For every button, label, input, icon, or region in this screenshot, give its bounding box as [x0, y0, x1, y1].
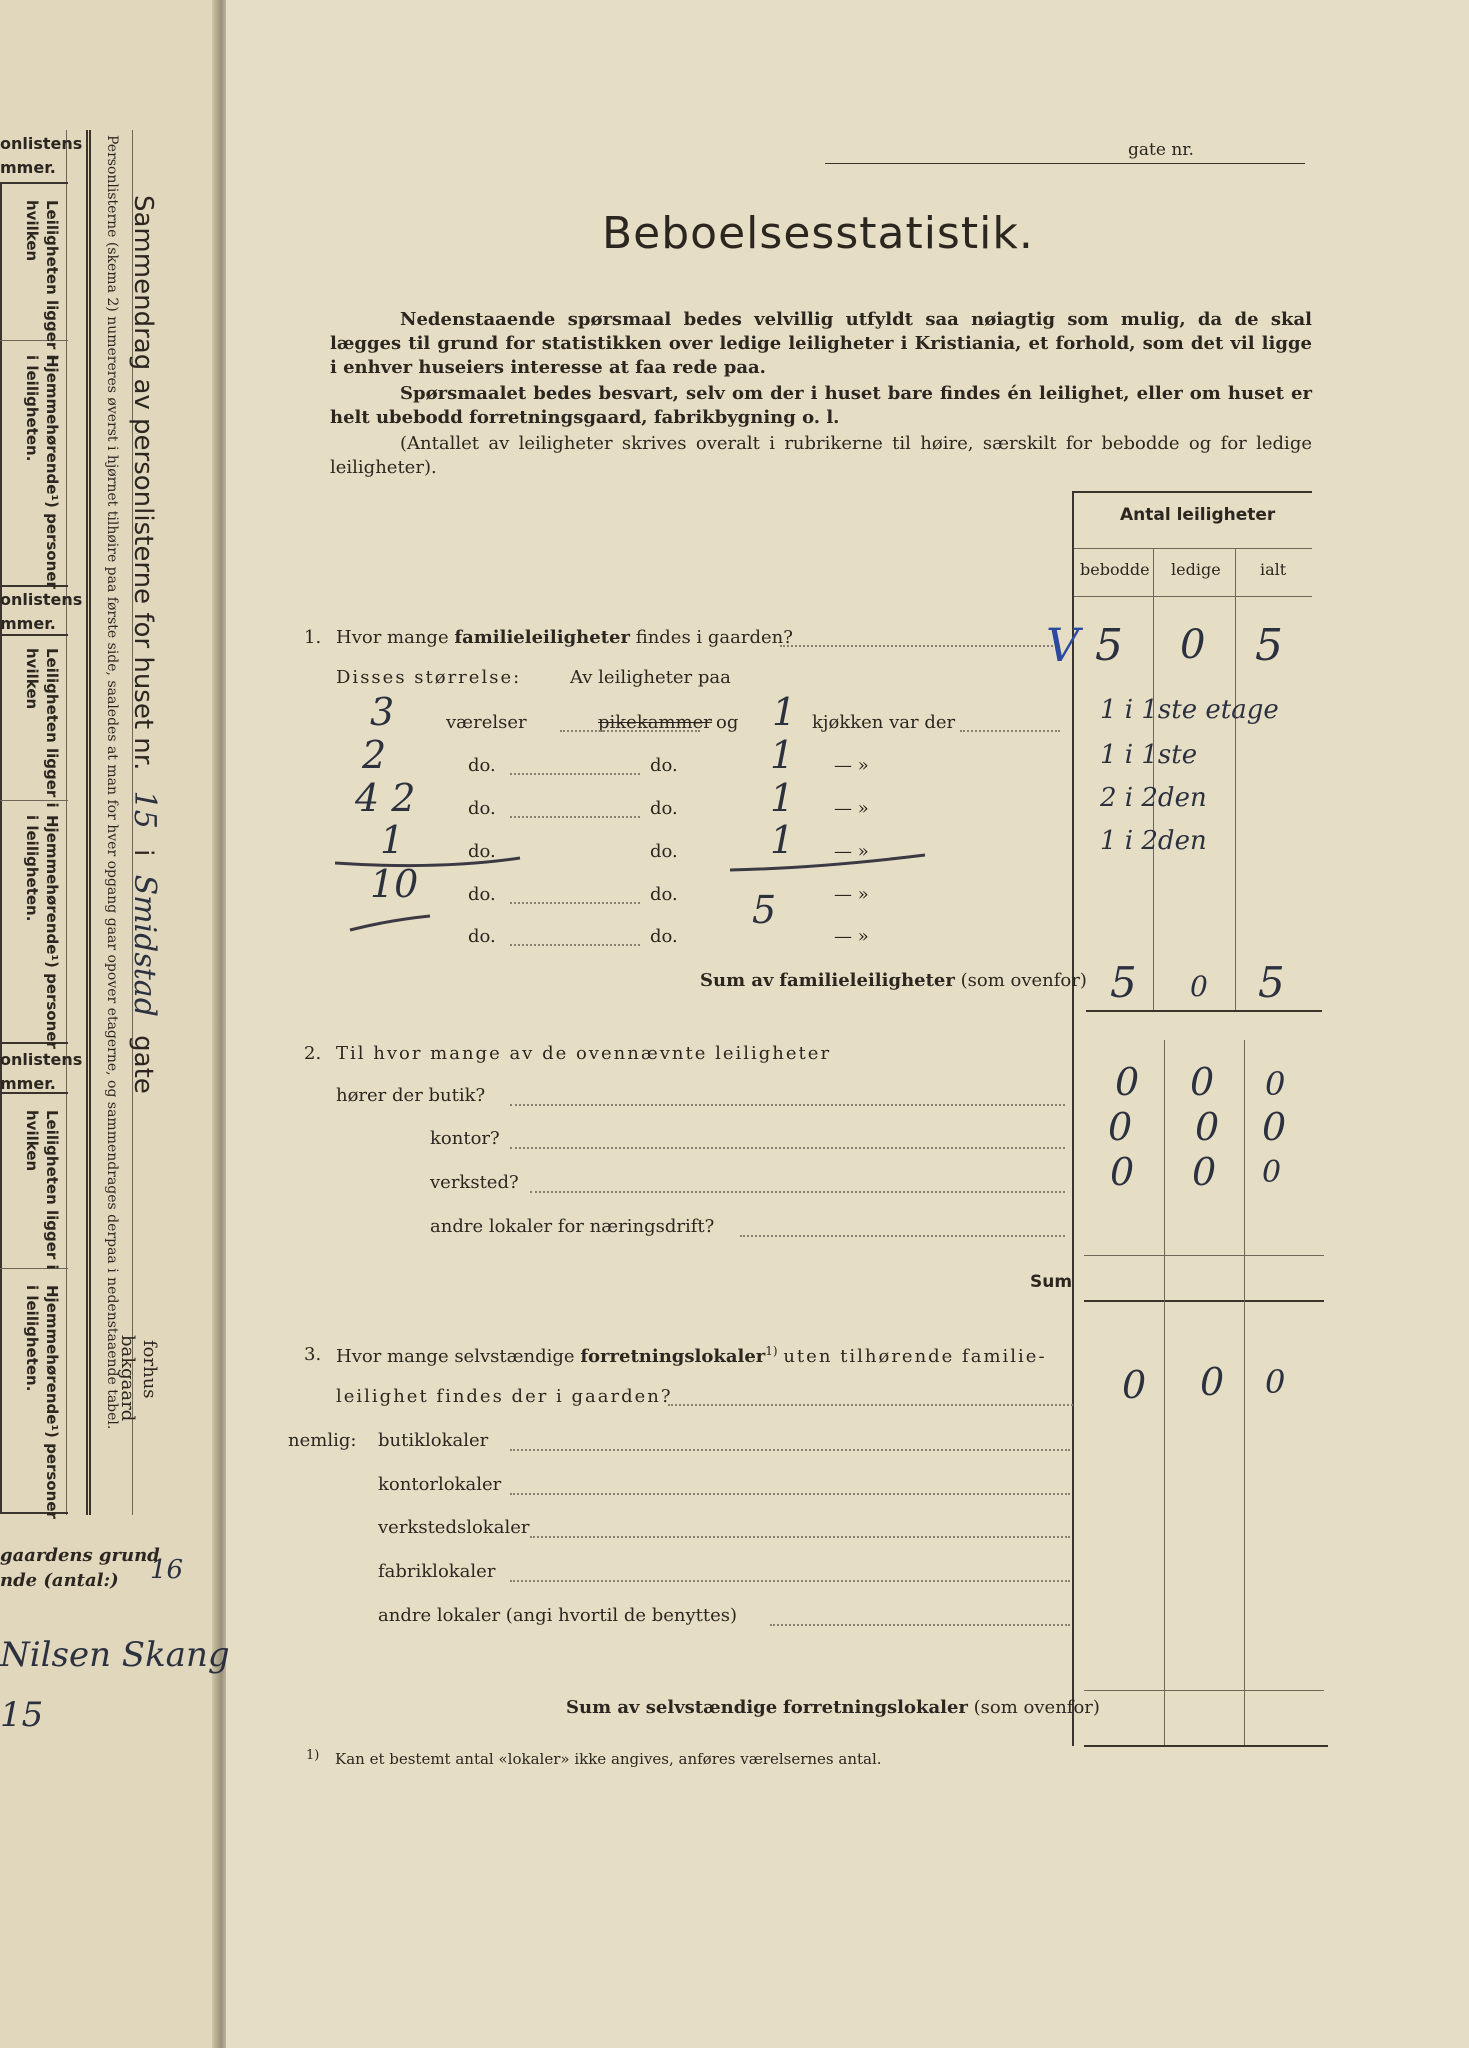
- q3-text-c: uten tilhørende familie-: [783, 1346, 1047, 1367]
- left-cell-text: Leiligheten ligger i hvilken: [23, 200, 61, 360]
- q3-sup: 1): [765, 1344, 778, 1358]
- side-instruction: Personlisterne (skema 2) numereres øverst i hjørnet tilhøire paa første side, saaledes at man for hver opgang gaar opover etagerne, og sammendrages derpaa i nedenstaaende tabel.: [104, 135, 120, 1430]
- q1-sizes-label: Disses størrelse:: [336, 667, 522, 688]
- row3-hand-note: 2 i 2den: [1100, 783, 1207, 813]
- leader-dots: [530, 1536, 1070, 1538]
- q1-answer-ledige: 0: [1180, 622, 1206, 668]
- leader-dots: [510, 816, 640, 818]
- leader-dots: [510, 1493, 1070, 1495]
- handwritten-house-nr: 15: [127, 790, 162, 829]
- q2-question: Til hvor mange av de ovennævnte leiligheter: [336, 1043, 832, 1064]
- q2-sub-butik: hører der butik?: [336, 1085, 486, 1106]
- side-forhus: forhus: [139, 1340, 160, 1399]
- q3-item-verkstedslokaler: verkstedslokaler: [378, 1517, 530, 1538]
- row2-room-label: do.: [468, 755, 496, 776]
- q1-number: 1.: [304, 627, 322, 648]
- pencil-strokes: [320, 830, 940, 950]
- q3-text-b: forretningslokaler: [580, 1346, 766, 1367]
- q1-answer-bebodde: 5: [1095, 620, 1123, 671]
- col-header-bebodde: bebodde: [1080, 560, 1150, 579]
- q1-sum-c: (som ovenfor): [960, 970, 1087, 991]
- left-cell-text: Hjemmehørende¹) personer i leiligheten.: [23, 815, 61, 1049]
- side-rule: [89, 130, 91, 1515]
- leader-dots: [770, 1624, 1070, 1626]
- footnote-text: Kan et bestemt antal «lokaler» ikke angives, anføres værelsernes antal.: [335, 1750, 882, 1768]
- side-bakgaard: bakgaard: [117, 1335, 138, 1422]
- q2-butik-ledige: 0: [1190, 1060, 1215, 1104]
- q3-text-a: Hvor mange selvstændige: [336, 1346, 575, 1367]
- page-title: Beboelsesstatistik.: [602, 208, 1034, 259]
- row3-pike-label: do.: [650, 798, 678, 819]
- q3-sum-label: [566, 1697, 1100, 1718]
- gate-nr-label: gate nr.: [1128, 140, 1194, 160]
- row5-hand-count: 10: [370, 862, 419, 906]
- q1-answer-ialt: 5: [1255, 620, 1283, 671]
- q1-question: [336, 627, 793, 648]
- q3-item-kontorlokaler: kontorlokaler: [378, 1474, 502, 1495]
- row3-kitchen-label: — »: [834, 798, 869, 819]
- row4-hand-note: 1 i 2den: [1100, 826, 1207, 856]
- q3-item-fabriklokaler: fabriklokaler: [378, 1561, 496, 1582]
- handwritten-name: Nilsen Skang: [0, 1635, 230, 1675]
- gate-nr-line: [825, 163, 1305, 164]
- intro-paragraph-3: (Antallet av leiligheter skrives overalt i rubrikerne til høire, særskilt for bebodde og for ledige leiligheter).: [330, 433, 1312, 478]
- q2-number: 2.: [304, 1043, 322, 1064]
- summary-mid: i: [128, 849, 158, 857]
- q2-verksted-bebodde: 0: [1110, 1150, 1135, 1194]
- leader-dots: [960, 730, 1060, 732]
- q3-answer-ialt: 0: [1265, 1363, 1286, 1401]
- q2-item-kontor: kontor?: [430, 1128, 500, 1149]
- q3-answer-ledige: 0: [1200, 1360, 1225, 1404]
- left-cell-text: Leiligheten ligger i hvilken: [23, 648, 61, 808]
- row3-hand-count: 4 2: [355, 776, 416, 820]
- q3-answer-bebodde: 0: [1122, 1363, 1147, 1407]
- q2-verksted-ledige: 0: [1192, 1150, 1217, 1194]
- row4-hand-count: 1: [380, 818, 405, 862]
- q2-item-verksted: verksted?: [430, 1172, 519, 1193]
- q1-sum-b: familieleiligheter: [779, 970, 955, 991]
- q3-sum-a: Sum av selvstændige: [566, 1697, 778, 1718]
- handwritten-street: Smidstad: [127, 874, 162, 1017]
- summary-prefix: Sammendrag av personlisterne for huset nr.: [128, 195, 158, 771]
- q1-text-a: Hvor mange: [336, 627, 449, 648]
- leader-dots: [510, 1449, 1070, 1451]
- handwritten-number: 15: [0, 1695, 44, 1735]
- row5-room-label: do.: [468, 884, 496, 905]
- leader-dots: [510, 1580, 1070, 1582]
- blue-check-mark: V: [1046, 618, 1080, 672]
- q3-question-line2: leilighet findes der i gaarden?: [336, 1386, 673, 1407]
- q1-sizes-sub: Av leiligheter paa: [570, 667, 731, 688]
- leader-dots: [740, 1235, 1065, 1237]
- row6-kitchen-label: — »: [834, 926, 869, 947]
- row2-pike-label: do.: [650, 755, 678, 776]
- row1-og: og: [716, 712, 739, 733]
- handwritten-count: 16: [150, 1555, 184, 1585]
- q2-item-andre: andre lokaler for næringsdrift?: [430, 1216, 715, 1237]
- col-header-ledige: ledige: [1171, 560, 1221, 579]
- q2-verksted-ialt: 0: [1262, 1155, 1282, 1190]
- leader-dots: [530, 1191, 1065, 1193]
- q2-kontor-bebodde: 0: [1108, 1105, 1133, 1149]
- leader-dots: [510, 773, 640, 775]
- q3-sum-b: forretningslokaler: [782, 1697, 968, 1718]
- q3-nemlig: nemlig:: [288, 1430, 357, 1451]
- q3-number: 3.: [304, 1344, 322, 1365]
- row1-kitchen-label: kjøkken var der: [812, 712, 956, 733]
- left-col-header: onlistens: [0, 1050, 83, 1069]
- left-cell-text: Hjemmehørende¹) personer i leiligheten.: [23, 1285, 61, 1519]
- row5-pike-label: do.: [650, 884, 678, 905]
- row4-pike-label: do.: [650, 841, 678, 862]
- intro-paragraph-1: Nedenstaaende spørsmaal bedes velvillig utfyldt saa nøiagtig som mulig, da de skal lægges til grund for statistikken over ledige leiligheter i Kristiania, et forhold, som det vil ligge i enhver huseiers interesse at faa rede paa.: [330, 309, 1312, 378]
- left-cell-text: Leiligheten ligger i hvilken: [23, 1110, 61, 1270]
- left-cell-text: Hjemmehørende¹) personer i leiligheten.: [23, 355, 61, 589]
- intro-paragraph-2: Spørsmaalet bedes besvart, selv om der i huset bare findes én leilighet, eller om huset er helt ubebodd forretningsgaard, fabrikbygning o. l.: [330, 383, 1312, 428]
- left-col-header: mmer.: [0, 614, 56, 633]
- col-header-ialt: ialt: [1260, 560, 1287, 579]
- table-group-header: Antal leiligheter: [1120, 505, 1276, 525]
- row6-room-label: do.: [468, 926, 496, 947]
- leader-dots: [560, 730, 700, 732]
- row3-room-label: do.: [468, 798, 496, 819]
- q1-sum-bebodde: 5: [1110, 958, 1137, 1007]
- q2-butik-bebodde: 0: [1115, 1060, 1140, 1104]
- leader-dots: [668, 1404, 1073, 1406]
- row4-hand-kitchen: 1: [770, 818, 795, 862]
- row1-hand-note: 1 i 1ste etage: [1100, 695, 1279, 725]
- row1-room-label: værelser: [446, 712, 527, 733]
- q1-text-b: familieleiligheter: [454, 627, 630, 648]
- row1-hand-count: 3: [370, 690, 395, 734]
- side-summary-title: [127, 195, 162, 1094]
- q1-sum-ialt: 5: [1258, 958, 1285, 1007]
- left-bottom-text: gaardens grund: [0, 1545, 160, 1566]
- q1-sum-label: [700, 970, 1087, 991]
- row1-pike-label: pikekammer: [598, 712, 712, 733]
- q1-text-c: findes i gaarden?: [635, 627, 793, 648]
- row2-hand-count: 2: [362, 733, 387, 777]
- q2-butik-ialt: 0: [1265, 1065, 1286, 1103]
- left-col-header: mmer.: [0, 1074, 56, 1093]
- q3-sum-c: (som ovenfor): [973, 1697, 1100, 1718]
- row1-hand-kitchen: 1: [772, 690, 797, 734]
- q1-sum-ledige: 0: [1190, 970, 1208, 1003]
- row2-hand-kitchen: 1: [770, 733, 795, 777]
- q3-item-butiklokaler: butiklokaler: [378, 1430, 489, 1451]
- row4-kitchen-label: — »: [834, 841, 869, 862]
- left-col-header: onlistens: [0, 134, 83, 153]
- row6-pike-label: do.: [650, 926, 678, 947]
- q2-kontor-ledige: 0: [1195, 1105, 1220, 1149]
- q2-kontor-ialt: 0: [1262, 1105, 1287, 1149]
- left-col-header: onlistens: [0, 590, 83, 609]
- row2-kitchen-label: — »: [834, 755, 869, 776]
- row5-kitchen-label: — »: [834, 884, 869, 905]
- row4-room-label: do.: [468, 841, 496, 862]
- leader-dots: [510, 1104, 1065, 1106]
- row2-hand-note: 1 i 1ste: [1100, 740, 1198, 770]
- q3-item-andre: andre lokaler (angi hvortil de benyttes): [378, 1605, 738, 1626]
- q3-question-line1: [336, 1344, 1047, 1367]
- footnote-mark: 1): [306, 1748, 320, 1763]
- q1-sum-a: Sum av: [700, 970, 774, 991]
- left-col-header: mmer.: [0, 158, 56, 177]
- leader-dots: [780, 645, 1060, 647]
- q2-sum-label: Sum: [1030, 1272, 1073, 1292]
- leader-dots: [510, 1147, 1065, 1149]
- summary-gate: gate: [128, 1035, 158, 1094]
- row3-hand-kitchen: 1: [770, 776, 795, 820]
- left-bottom-text: nde (antal:): [0, 1570, 119, 1591]
- row5-hand-kitchen: 5: [752, 888, 777, 932]
